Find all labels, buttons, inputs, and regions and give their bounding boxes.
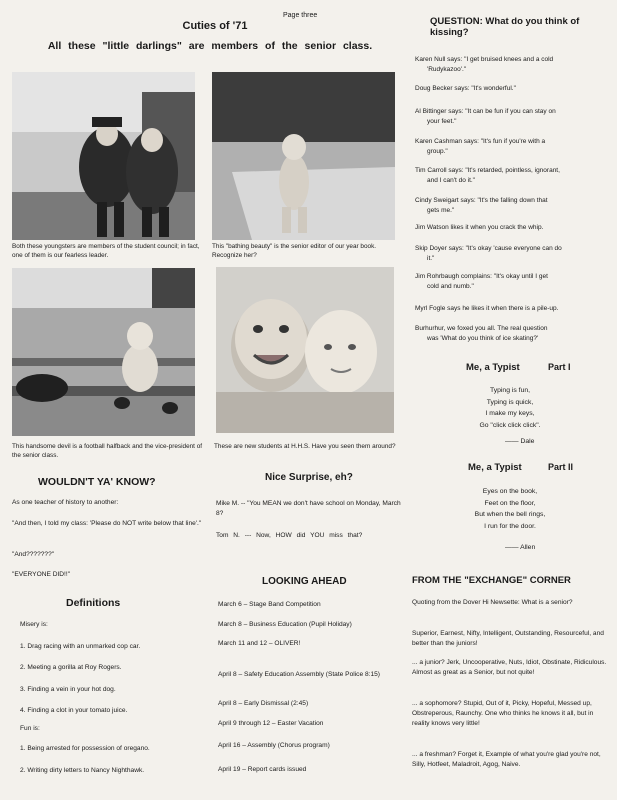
typist2-poem — [430, 486, 590, 532]
answer-item: Tim Carroll says: "It's retarded, pointless, ignorant, and I can't do it." — [415, 167, 560, 184]
poem-line: But when the bell rings, — [474, 511, 546, 518]
poem-line: Typing is fun, — [489, 387, 531, 394]
typist2-part: Part II — [548, 462, 574, 472]
exchange-junior: ... a junior? Jerk, Uncooperative, Nuts, Idiot, Obstinate, Ridiculous. Almost as great as a Senior, but not quite! — [412, 659, 607, 676]
typist1-part: Part I — [548, 362, 571, 372]
surprise-title: Nice Surprise, eh? — [265, 472, 353, 483]
event-item: April 9 through 12 – Easter Vacation — [218, 720, 324, 727]
caption-two-boys: Both these youngsters are members of the student council; in fact, one of them is our fearless leader. — [12, 243, 200, 259]
misery-item: 2. Meeting a gorilla at Roy Rogers. — [20, 664, 122, 671]
answer-item: Cindy Sweigart says: "It's the falling down that gets me." — [415, 197, 548, 214]
question-title: QUESTION: What do you think of kissing? — [430, 16, 580, 38]
answer-item: Myrl Fogle says he likes it when there is a pile-up. — [415, 305, 559, 312]
photo-bathing-beauty — [212, 72, 395, 240]
typist1-poem — [430, 385, 590, 431]
typist2-author: —— Allen — [505, 544, 536, 551]
surprise-line-2: Tom N. --- Now, HOW did YOU miss that? — [216, 532, 363, 539]
photo-new-students — [216, 267, 394, 433]
typist1-author: —— Dale — [505, 438, 535, 445]
photo-halfback — [12, 268, 195, 436]
poem-line: I run for the door. — [484, 522, 536, 530]
fun-item: 1. Being arrested for possession of oregano. — [20, 745, 150, 752]
wouldnt-title: WOULDN'T YA' KNOW? — [38, 476, 156, 488]
poem-line: I make my keys, — [485, 410, 535, 417]
surprise-line-1: Mike M. -- "You MEAN we don't have school on Monday, March 8? — [216, 500, 401, 517]
misery-label: Misery is: — [20, 621, 48, 628]
definitions-title: Definitions — [66, 597, 121, 609]
answer-item: Skip Doyer says: "It's okay 'cause everyone can do it." — [415, 245, 562, 262]
photo-two-boys — [12, 72, 195, 240]
answer-item: Jim Watson likes it when you crack the whip. — [415, 224, 544, 231]
event-item: April 16 – Assembly (Chorus program) — [218, 742, 330, 749]
event-item: April 19 – Report cards issued — [218, 766, 307, 773]
wouldnt-answer: "EVERYONE DID!!" — [12, 571, 71, 578]
exchange-sophomore: ... a sophomore? Stupid, Out of it, Picky, Hopeful, Messed up, Obstreperous, Raunchy. One who thinks he knows it all, but in reality knows very little! — [412, 700, 594, 727]
answer-item: Karen Cashman says: "It's fun if you're with a group." — [415, 138, 546, 155]
caption-new-students: These are new students at H.H.S. Have you seen them around? — [214, 443, 396, 450]
exchange-intro: Quoting from the Dover Hi Newsette: What is a senior? — [412, 599, 573, 606]
cuties-title: Cuties of '71 — [182, 20, 248, 32]
event-item: April 8 – Safety Education Assembly (State Police 8:15) — [218, 671, 380, 678]
poem-line: Feet on the floor, — [484, 499, 536, 507]
cuties-subtitle: All these "little darlings" are members of the senior class. — [47, 40, 373, 52]
typist2-title: Me, a Typist — [468, 462, 522, 473]
poem-line: Typing is quick, — [486, 398, 534, 406]
event-item: April 8 – Early Dismissal (2:45) — [218, 700, 309, 707]
answer-item: Jim Rohrbaugh complains: "It's okay until I get cold and numb." — [415, 273, 548, 290]
misery-item: 1. Drag racing with an unmarked cop car. — [20, 643, 141, 650]
misery-item: 3. Finding a vein in your hot dog. — [20, 686, 116, 693]
page-number: Page three — [283, 12, 318, 19]
answer-item: Doug Becker says: "It's wonderful." — [415, 85, 516, 92]
event-item: March 8 – Business Education (Pupil Holiday) — [218, 621, 352, 628]
poem-line: Go "click click click". — [479, 421, 541, 429]
answer-item: Burhurhur, we foxed you all. The real question was 'What do you think of ice skating?' — [415, 325, 548, 342]
fun-item: 2. Writing dirty letters to Nancy Nighthawk. — [20, 767, 145, 774]
wouldnt-question: "And???????" — [12, 551, 55, 558]
event-item: March 11 and 12 – OLIVER! — [218, 640, 301, 647]
wouldnt-quote: "And then, I told my class: 'Please do NOT write below that line'." — [12, 520, 202, 527]
caption-halfback: This handsome devil is a football halfback and the vice-president of the senior class. — [12, 443, 203, 459]
answer-item: Al Bittinger says: "It can be fun if you can stay on your feet." — [415, 108, 556, 125]
misery-item: 4. Finding a clot in your tomato juice. — [20, 707, 128, 714]
typist1-title: Me, a Typist — [466, 362, 520, 373]
poem-line: Eyes on the book, — [482, 488, 538, 495]
wouldnt-intro: As one teacher of history to another: — [12, 499, 119, 506]
exchange-senior: Superior, Earnest, Nifty, Intelligent, Outstanding, Resourceful, and better than the juniors! — [412, 630, 604, 647]
caption-bathing-beauty: This "bathing beauty" is the senior editor of our year book. Recognize her? — [212, 243, 377, 259]
event-item: March 6 – Stage Band Competition — [218, 601, 321, 608]
exchange-freshman: ... a freshman? Forget it, Example of what you're glad you're not, Silly, Hotfeet, Maladroit, Agog, Naive. — [412, 751, 601, 768]
fun-label: Fun is: — [20, 725, 40, 732]
exchange-title: FROM THE "EXCHANGE" CORNER — [412, 575, 571, 586]
answer-item: Karen Null says: "I get bruised knees and a cold 'Rudykazoo'." — [415, 56, 554, 73]
looking-ahead-title: LOOKING AHEAD — [262, 576, 347, 587]
